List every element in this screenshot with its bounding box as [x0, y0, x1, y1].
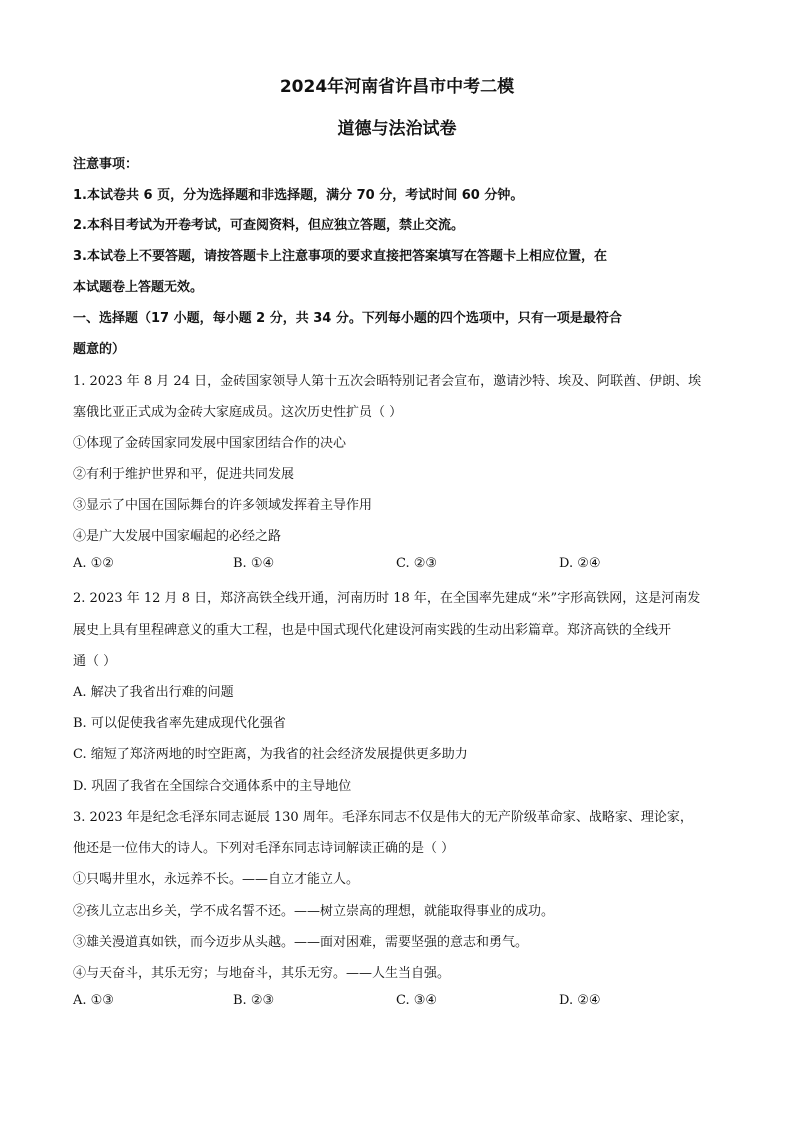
- section-heading-line-2: 题意的）: [73, 342, 126, 357]
- q3-statement-3: ③雄关漫道真如铁，而今迈步从头越。——面对困难，需要坚强的意志和勇气。: [73, 935, 529, 950]
- exam-title: 2024年河南省许昌市中考二模: [279, 77, 515, 97]
- q2-stem-line-3: 通（ ）: [73, 654, 117, 669]
- q3-option-d[interactable]: D. ②④: [559, 993, 601, 1008]
- q1-stem-line-1: 1. 2023 年 8 月 24 日，金砖国家领导人第十五次会晤特别记者会宣布，邀请沙特、埃及、阿联酋、伊朗、埃: [73, 374, 702, 389]
- q2-option-b[interactable]: B. 可以促使我省率先建成现代化强省: [73, 716, 286, 731]
- q1-stem-line-2: 塞俄比亚正式成为金砖大家庭成员。这次历史性扩员（ ）: [73, 405, 403, 420]
- q2-option-a[interactable]: A. 解决了我省出行难的问题: [73, 685, 234, 700]
- q1-statement-2: ②有利于维护世界和平，促进共同发展: [73, 467, 295, 482]
- q1-option-d[interactable]: D. ②④: [559, 556, 601, 571]
- q1-statement-4: ④是广大发展中国家崛起的必经之路: [73, 529, 282, 544]
- q2-option-c[interactable]: C. 缩短了郑济两地的时空距离，为我省的社会经济发展提供更多助力: [73, 747, 468, 762]
- q1-statement-1: ①体现了金砖国家同发展中国家团结合作的决心: [73, 436, 347, 451]
- q3-statement-1: ①只喝井里水，永远养不长。——自立才能立人。: [73, 872, 360, 887]
- q2-stem-line-1: 2. 2023 年 12 月 8 日，郑济高铁全线开通，河南历时 18 年，在全国率先建成“米”字形高铁网，这是河南发: [73, 591, 701, 606]
- notice-item-3-line-2: 本试题卷上答题无效。: [73, 280, 204, 295]
- q1-option-a[interactable]: A. ①②: [73, 556, 114, 571]
- q3-stem-line-2: 他还是一位伟大的诗人。下列对毛泽东同志诗词解读正确的是（ ）: [73, 841, 455, 856]
- q3-statement-2: ②孩儿立志出乡关，学不成名誓不还。——树立崇高的理想，就能取得事业的成功。: [73, 904, 555, 919]
- notice-heading: 注意事项：: [73, 157, 139, 172]
- q3-stem-line-1: 3. 2023 年是纪念毛泽东同志诞辰 130 周年。毛泽东同志不仅是伟大的无产阶级革命家、战略家、理论家，: [73, 810, 693, 825]
- q3-option-c[interactable]: C. ③④: [396, 993, 438, 1008]
- notice-item-2: 2.本科目考试为开卷考试，可查阅资料，但应独立答题，禁止交流。: [73, 218, 464, 233]
- notice-item-1: 1.本试卷共 6 页，分为选择题和非选择题，满分 70 分，考试时间 60 分钟。: [73, 188, 524, 203]
- section-heading-line-1: 一、选择题（17 小题，每小题 2 分，共 34 分。下列每小题的四个选项中，只有一项是最符合: [73, 311, 622, 326]
- q3-statement-4: ④与天奋斗，其乐无穷；与地奋斗，其乐无穷。——人生当自强。: [73, 966, 451, 981]
- q1-options: [73, 556, 723, 574]
- q3-option-b[interactable]: B. ②③: [233, 993, 275, 1008]
- q3-options: [73, 993, 723, 1011]
- q1-option-c[interactable]: C. ②③: [396, 556, 438, 571]
- q1-option-b[interactable]: B. ①④: [233, 556, 275, 571]
- q2-stem-line-2: 展史上具有里程碑意义的重大工程，也是中国式现代化建设河南实践的生动出彩篇章。郑济高铁的全线开: [73, 623, 672, 638]
- exam-subtitle: 道德与法治试卷: [337, 119, 457, 139]
- notice-item-3-line-1: 3.本试卷上不要答题，请按答题卡上注意事项的要求直接把答案填写在答题卡上相应位置，在: [73, 249, 607, 264]
- q1-statement-3: ③显示了中国在国际舞台的许多领域发挥着主导作用: [73, 498, 373, 513]
- q3-option-a[interactable]: A. ①③: [73, 993, 114, 1008]
- q2-option-d[interactable]: D. 巩固了我省在全国综合交通体系中的主导地位: [73, 779, 352, 794]
